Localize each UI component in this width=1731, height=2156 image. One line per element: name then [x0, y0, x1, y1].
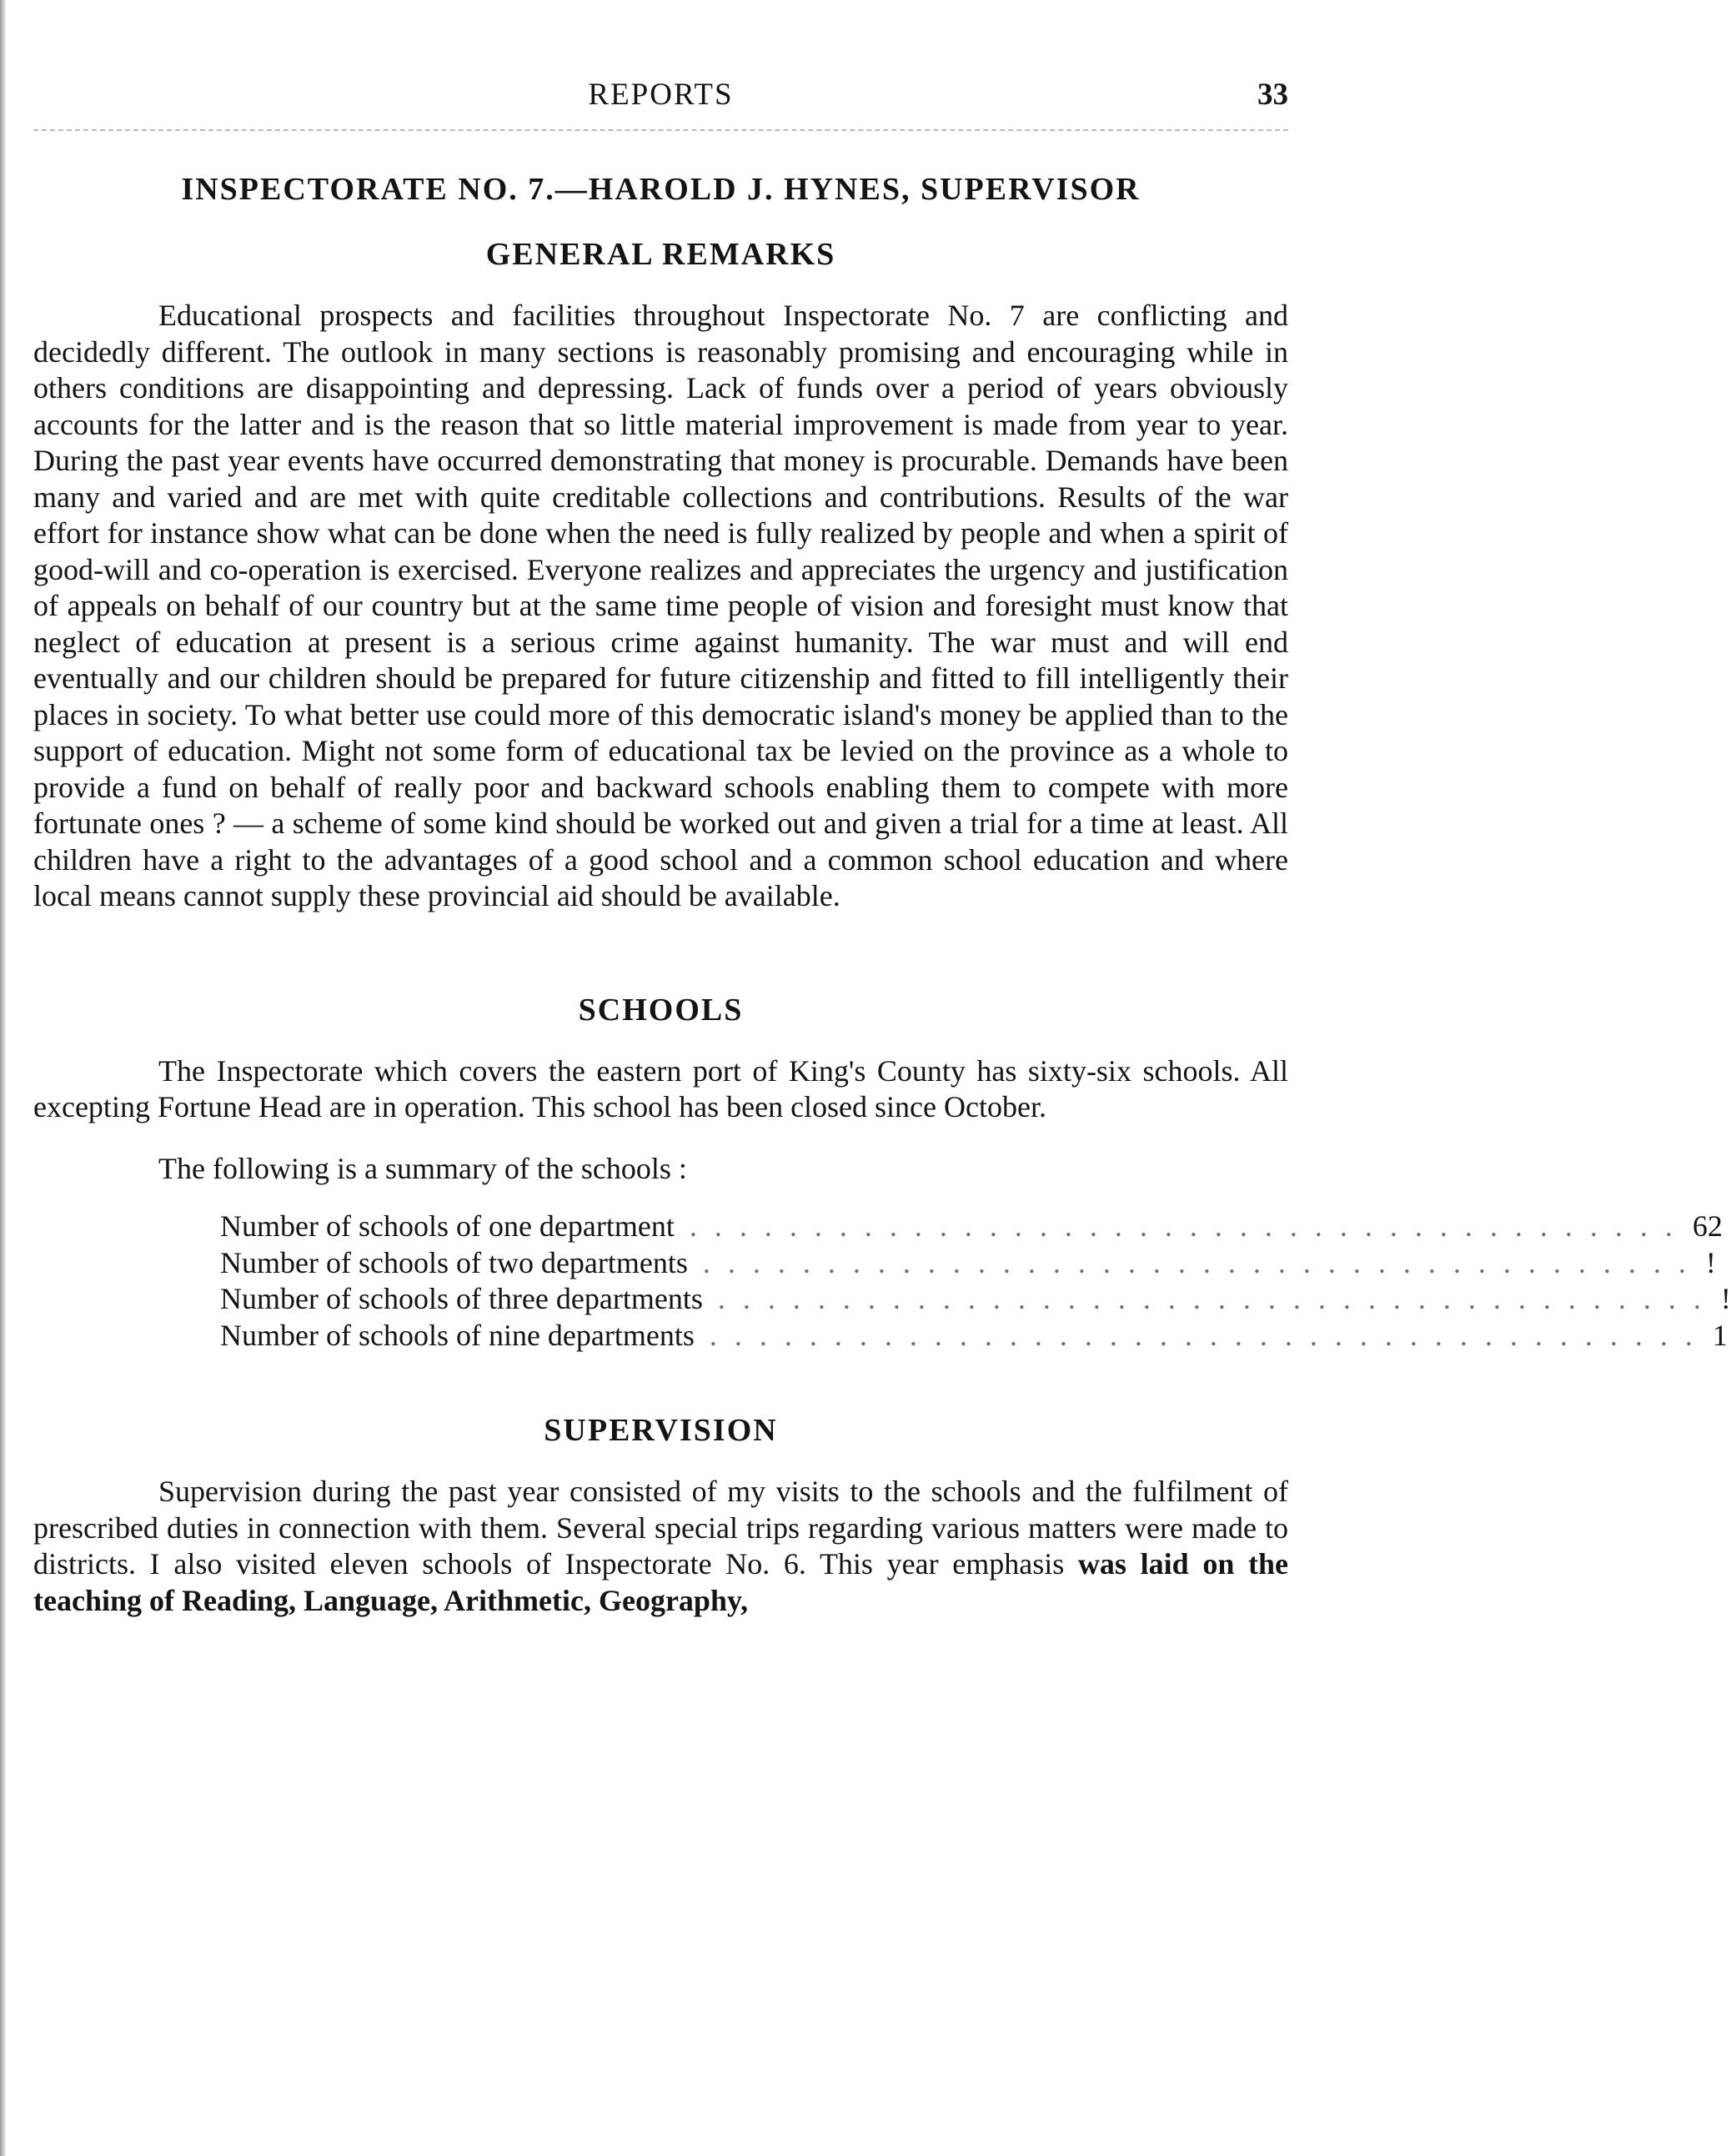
summary-row	[220, 1281, 1731, 1318]
schools-summary-list	[220, 1209, 1731, 1354]
summary-row	[220, 1209, 1723, 1245]
general-remarks-heading: GENERAL REMARKS	[485, 237, 836, 272]
running-head	[33, 77, 1288, 127]
summary-row	[220, 1245, 1716, 1282]
schools-paragraph: The Inspectorate which covers the eastern port of King's County has sixty-six schools. All excepting Fortune Head are in operation. This school has been closed since October.	[33, 1053, 1288, 1123]
summary-label: Number of schools of two departments	[220, 1245, 688, 1279]
dot-leader: . . . . . . . . . . . . . . . . . . . . . . . . . . . . . . . . . . . . . . . .	[709, 1318, 1698, 1352]
header-divider	[33, 129, 1288, 131]
summary-label: Number of schools of three departments	[220, 1282, 703, 1315]
summary-label: Number of schools of nine departments	[220, 1318, 695, 1352]
summary-value: 62	[1692, 1209, 1723, 1243]
summary-value: !	[1705, 1245, 1716, 1279]
schools-heading: SCHOOLS	[578, 992, 744, 1028]
running-title: REPORTS	[588, 78, 734, 112]
dot-leader: . . . . . . . . . . . . . . . . . . . . . . . . . . . . . . . . . . . . . . . .	[717, 1282, 1706, 1315]
supervision-last-line: was laid on the teaching of Reading, Language, Arithmetic, Geography,	[33, 1547, 1289, 1617]
supervision-heading: SUPERVISION	[544, 1413, 778, 1448]
summary-label: Number of schools of one department	[220, 1209, 675, 1243]
summary-value: 1	[1712, 1318, 1728, 1352]
supervision-text: Supervision during the past year consisted of my visits to the schools and the fulfilment of prescribed duties in connection with them. Several special trips regarding various matters were made to districts. I also visited eleven schools of Inspectorate No. 6. This year emphasis	[33, 1475, 1288, 1581]
dot-leader: . . . . . . . . . . . . . . . . . . . . . . . . . . . . . . . . . . . . . . . .	[702, 1245, 1691, 1279]
summary-intro: The following is a summary of the schools :	[158, 1151, 687, 1185]
general-remarks-paragraph: Educational prospects and facilities throughout Inspectorate No. 7 are conflicting and decidedly different. The outlook in many sections is reasonably promising and encouraging while in others conditions are disappointing and depressing. Lack of funds over a period of years obviously accounts for the latter and is the reason that so little material improvement is made from year to year. During the past year events have occurred demonstrating that money is procurable. Demands have been many and varied and are met with quite creditable collections and contributions. Results of the war effort for instance show what can be done when the need is fully realized by people and when a spirit of good-will and co-operation is exercised. Everyone realizes and appreciates the urgency and justification of appeals on behalf of our country but at the same time people of vision and foresight must know that neglect of education at present is a serious crime against humanity. The war must and will end eventually and our children should be prepared for future citizenship and fitted to fill intelligently their places in society. To what better use could more of this democratic island's money be applied than to the support of education. Might not some form of educational tax be levied on the province as a whole to provide a fund on behalf of really poor and backward schools enabling them to compete with more fortunate ones ? — a scheme of some kind should be worked out and given a trial for a time at least. All children have a right to the advantages of a good school and a common school education and where local means cannot supply these provincial aid should be available.	[33, 299, 1288, 912]
report-title: INSPECTORATE NO. 7.—HAROLD J. HYNES, SUPERVISOR	[181, 172, 1141, 207]
dot-leader: . . . . . . . . . . . . . . . . . . . . . . . . . . . . . . . . . . . . . . . .	[689, 1209, 1678, 1243]
report-body	[33, 167, 1731, 1619]
supervision-paragraph	[33, 1474, 1288, 1619]
summary-value: !	[1720, 1282, 1731, 1315]
page-number: 33	[1257, 78, 1288, 112]
summary-row	[220, 1318, 1728, 1354]
page-edge-shadow	[0, 0, 7, 2156]
